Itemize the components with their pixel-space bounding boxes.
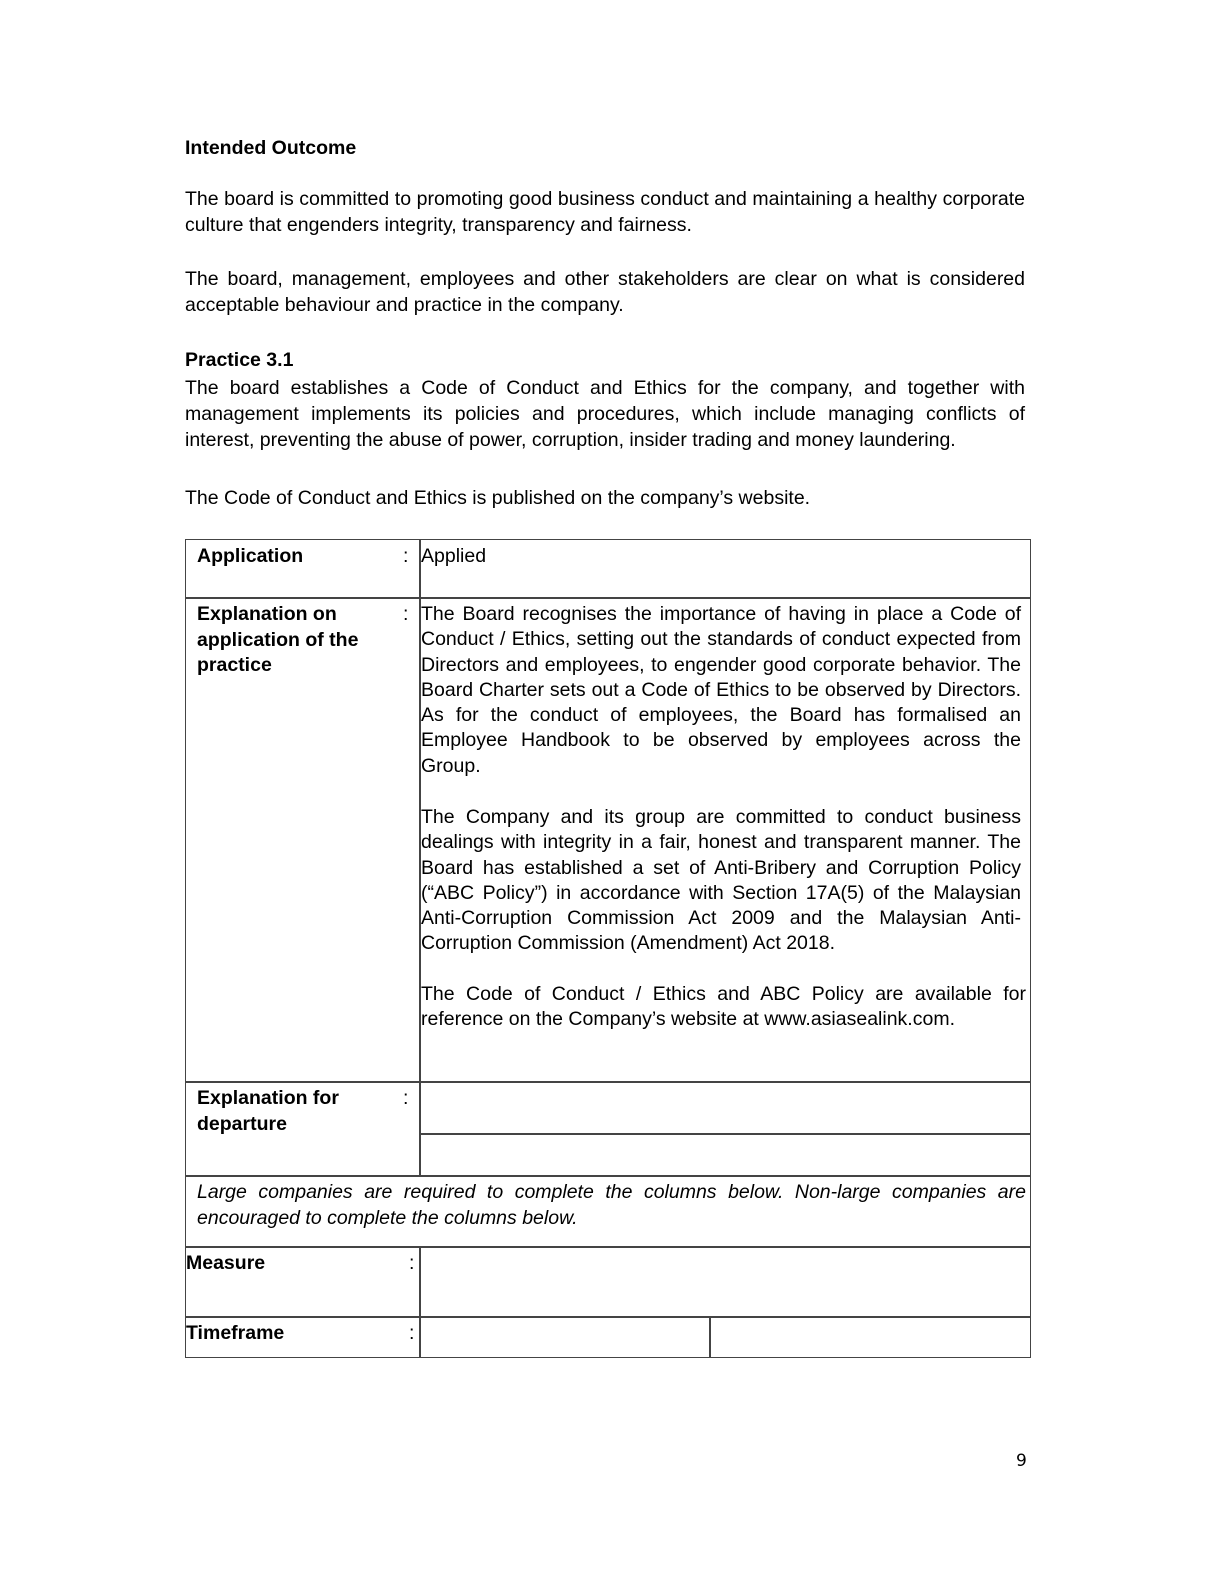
application-label: Application [197, 545, 304, 567]
intended-outcome-heading: Intended Outcome [185, 137, 357, 159]
large-companies-note: Large companies are required to complete the columns below. Non-large companies are encouraged to complete the columns below. [197, 1181, 1026, 1229]
timeframe-colon: : [409, 1322, 415, 1344]
application-value: Applied [421, 545, 487, 567]
practice-paragraph-2: The Code of Conduct and Ethics is published on the company’s website. [185, 487, 811, 509]
row-divider-departure-inner [419, 1133, 1031, 1135]
outcome-paragraph-1: The board is committed to promoting good business conduct and maintaining a healthy corporate culture that engenders integrity, transparency and fairness. [185, 188, 1025, 236]
explanation-paragraph-1: The Board recognises the importance of having in place a Code of Conduct / Ethics, setting out the standards of conduct expected from Directors and employees, to engender good corporate behavior. The Board Charter sets out a Code of Ethics to be observed by Directors. As for the conduct of employees, the Board has formalised an Employee Handbook to be observed by employees across the Group. [421, 603, 1021, 777]
row-divider-application [185, 597, 1031, 599]
departure-colon: : [403, 1087, 409, 1109]
explanation-paragraph-3: The Code of Conduct / Ethics and ABC Policy are available for reference on the Company’s website at www.asiasealink.com. [421, 983, 1026, 1031]
row-divider-departure [185, 1175, 1031, 1177]
explanation-paragraph-2: The Company and its group are committed to conduct business dealings with integrity in a fair, honest and transparent manner. The Board has established a set of Anti-Bribery and Corruption Policy (“ABC Policy”) in accordance with Section 17A(5) of the Malaysian Anti-Corruption Commission Act 2009 and the Malaysian Anti-Corruption Commission (Amendment) Act 2018. [421, 806, 1021, 955]
practice-paragraph-1: The board establishes a Code of Conduct and Ethics for the company, and together with management implements its policies and procedures, which include managing conflicts of interest, preventing the abuse of power, corruption, insider trading and money laundering. [185, 377, 1025, 451]
timeframe-cell-divider [709, 1317, 711, 1358]
outcome-paragraph-2: The board, management, employees and other stakeholders are clear on what is considered acceptable behaviour and practice in the company. [185, 268, 1025, 316]
application-colon: : [403, 545, 409, 567]
practice-heading: Practice 3.1 [185, 349, 294, 371]
explanation-label: Explanation on application of the practice [197, 603, 359, 676]
measure-label: Measure [186, 1252, 266, 1274]
measure-colon: : [409, 1252, 415, 1274]
row-divider-explanation [185, 1081, 1031, 1083]
explanation-colon: : [403, 603, 409, 625]
departure-label: Explanation for departure [197, 1087, 339, 1135]
row-divider-note [185, 1246, 1031, 1248]
table-column-divider-lower [419, 1246, 421, 1358]
row-divider-measure [185, 1316, 1031, 1318]
timeframe-label: Timeframe [186, 1322, 285, 1344]
page-number: 9 [1016, 1451, 1027, 1471]
